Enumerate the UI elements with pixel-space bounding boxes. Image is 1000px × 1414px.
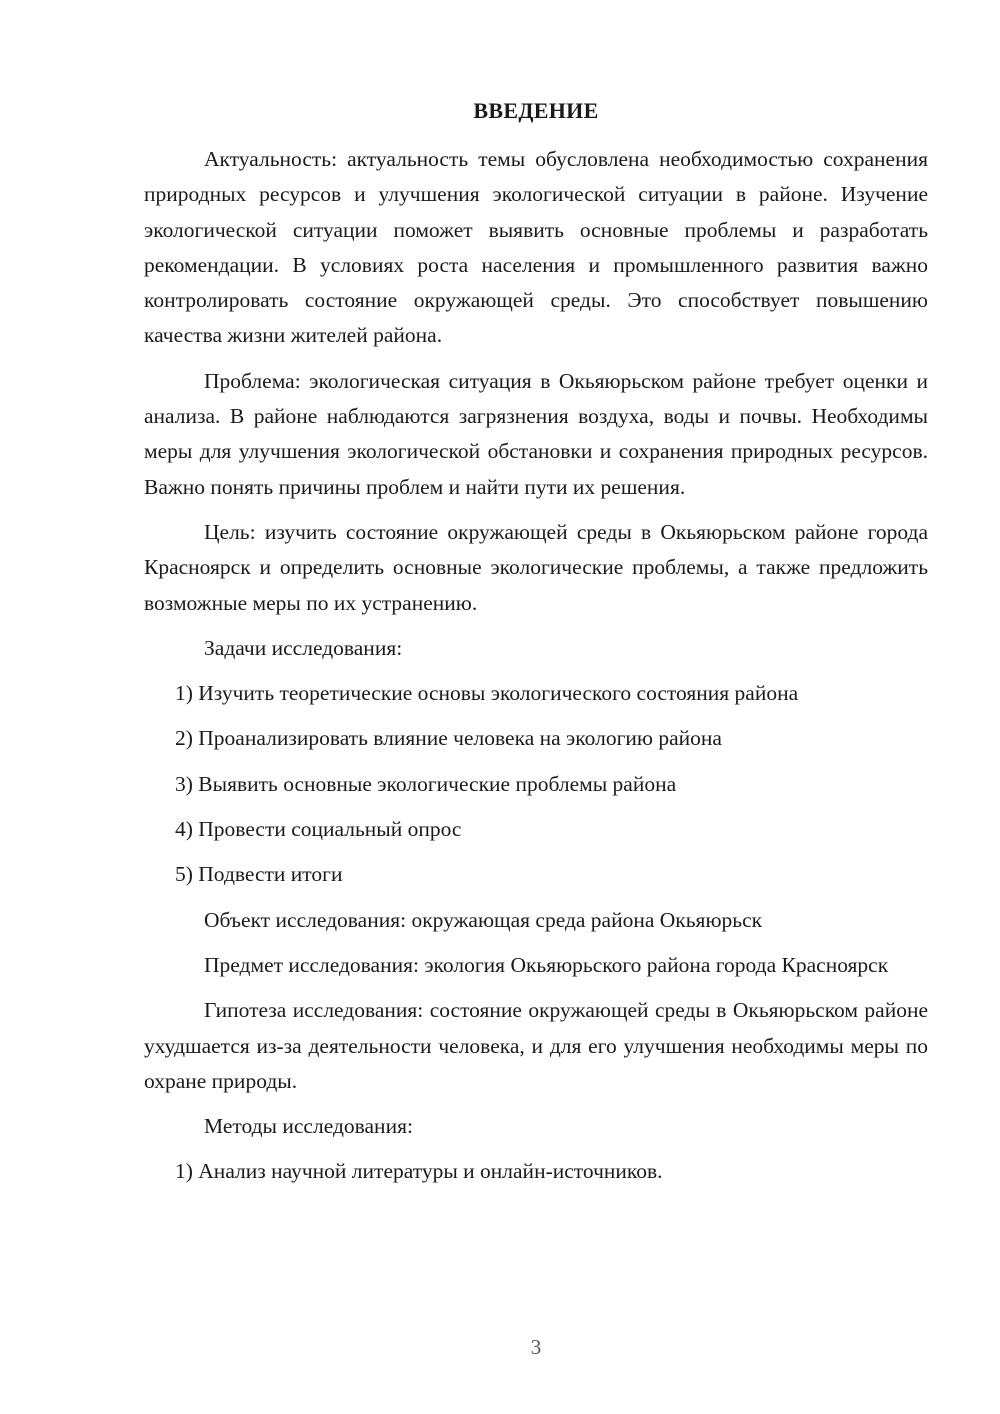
relevance-paragraph: Актуальность: актуальность темы обусловлена необходимостью сохранения природных ресурсов и улучшения экологической ситуации в районе. Изучение экологической ситуации поможет выявить основные проблемы и разработать рекомендации. В условиях роста населения и промышленного развития важно контролировать состояние окружающей среды. Это способствует повышению качества жизни жителей района. (144, 147, 928, 348)
research-object: Объект исследования: окружающая среда района Окьяюрьск (204, 907, 763, 932)
document-body (144, 142, 928, 1200)
method-item-1: 1) Анализ научной литературы и онлайн-источников. (175, 1159, 663, 1184)
task-item-5: 5) Подвести итоги (175, 862, 343, 887)
task-item-2: 2) Проанализировать влияние человека на экологию района (175, 726, 722, 751)
page-number: 3 (530, 1335, 542, 1359)
task-item-1: 1) Изучить теоретические основы экологического состояния района (175, 681, 799, 706)
goal-paragraph: Цель: изучить состояние окружающей среды в Окьяюрьском районе города Красноярск и определить основные экологические проблемы, а также предложить возможные меры по их устранению. (144, 519, 928, 615)
task-item-3: 3) Выявить основные экологические проблемы района (175, 771, 677, 796)
research-subject: Предмет исследования: экология Окьяюрьского района города Красноярск (204, 952, 889, 977)
task-item-4: 4) Провести социальный опрос (175, 817, 462, 842)
problem-paragraph: Проблема: экологическая ситуация в Окьяюрьском районе требует оценки и анализа. В районе наблюдаются загрязнения воздуха, воды и почвы. Необходимы меры для улучшения экологической обстановки и сохранения природных ресурсов. Важно понять причины проблем и найти пути их решения. (144, 368, 928, 499)
methods-title: Методы исследования: (204, 1114, 413, 1139)
page-title: ВВЕДЕНИЕ (473, 98, 599, 123)
research-hypothesis: Гипотеза исследования: состояние окружающей среды в Окьяюрьском районе ухудшается из-за деятельности человека, и для его улучшения необходимы меры по охране природы. (144, 998, 928, 1093)
tasks-title: Задачи исследования: (204, 635, 403, 660)
